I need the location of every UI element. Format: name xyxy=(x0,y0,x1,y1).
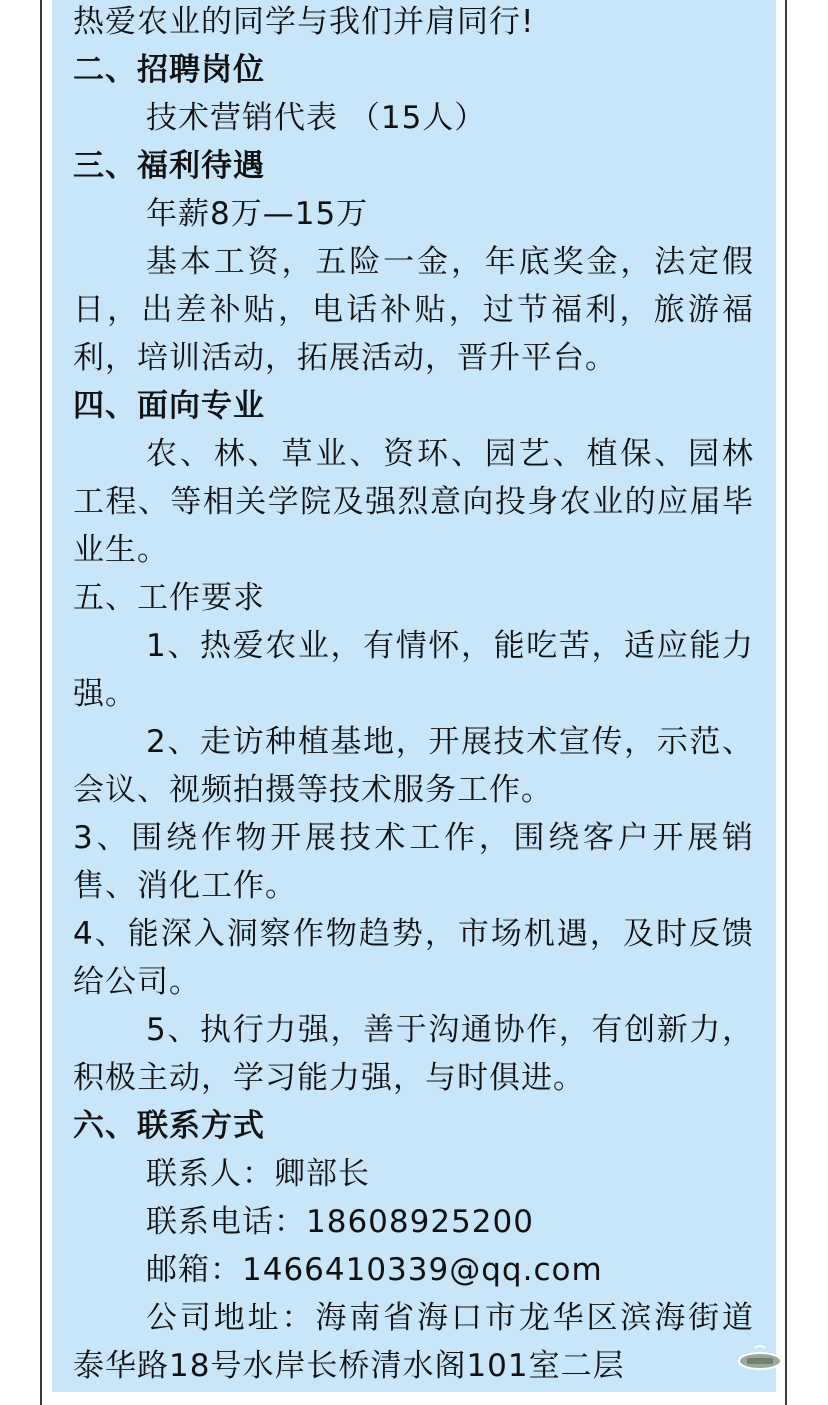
requirement-line: 售、消化工作。 xyxy=(73,868,297,904)
benefits-line: 基本工资，五险一金，年底奖金，法定假 xyxy=(146,244,753,280)
majors-line: 工程、等相关学院及强烈意向投身农业的应届毕 xyxy=(73,484,753,520)
requirement-line: 会议、视频拍摄等技术服务工作。 xyxy=(73,772,553,808)
position-item: 技术营销代表 （15人） xyxy=(146,100,487,136)
contact-email: 邮箱：1466410339@qq.com xyxy=(146,1252,603,1288)
section-heading-positions: 二、招聘岗位 xyxy=(73,52,265,88)
requirement-line: 给公司。 xyxy=(73,964,201,1000)
requirement-line: 4、能深入洞察作物趋势，市场机遇，及时反馈 xyxy=(73,916,753,952)
requirement-line: 1、热爱农业，有情怀，能吃苦，适应能力 xyxy=(146,628,753,664)
requirement-line: 3、围绕作物开展技术工作，围绕客户开展销 xyxy=(73,820,753,856)
section-heading-contact: 六、联系方式 xyxy=(73,1108,265,1144)
section-heading-benefits: 三、福利待遇 xyxy=(73,148,265,184)
contact-address: 公司地址：海南省海口市龙华区滨海街道 xyxy=(146,1300,753,1336)
contact-address: 泰华路18号水岸长桥清水阁101室二层 xyxy=(73,1348,625,1384)
section-heading-majors: 四、面向专业 xyxy=(73,388,265,424)
intro-line: 热爱农业的同学与我们并肩同行! xyxy=(73,4,535,40)
contact-person: 联系人：卿部长 xyxy=(146,1156,370,1192)
contact-phone: 联系电话：18608925200 xyxy=(146,1204,534,1240)
benefits-line: 日，出差补贴，电话补贴，过节福利，旅游福 xyxy=(73,292,753,328)
requirement-line: 积极主动，学习能力强，与时俱进。 xyxy=(73,1060,585,1096)
majors-line: 农、林、草业、资环、园艺、植保、园林 xyxy=(146,436,753,472)
right-border xyxy=(785,0,787,1405)
watermark-badge-icon xyxy=(737,1342,783,1372)
left-border xyxy=(40,0,42,1405)
requirement-line: 2、走访种植基地，开展技术宣传，示范、 xyxy=(146,724,753,760)
majors-line: 业生。 xyxy=(73,532,169,568)
requirement-line: 强。 xyxy=(73,676,137,712)
salary-line: 年薪8万—15万 xyxy=(146,196,369,232)
requirement-line: 5、执行力强，善于沟通协作，有创新力， xyxy=(146,1012,753,1048)
benefits-line: 利，培训活动，拓展活动，晋升平台。 xyxy=(73,340,617,376)
section-heading-requirements: 五、工作要求 xyxy=(73,580,265,616)
